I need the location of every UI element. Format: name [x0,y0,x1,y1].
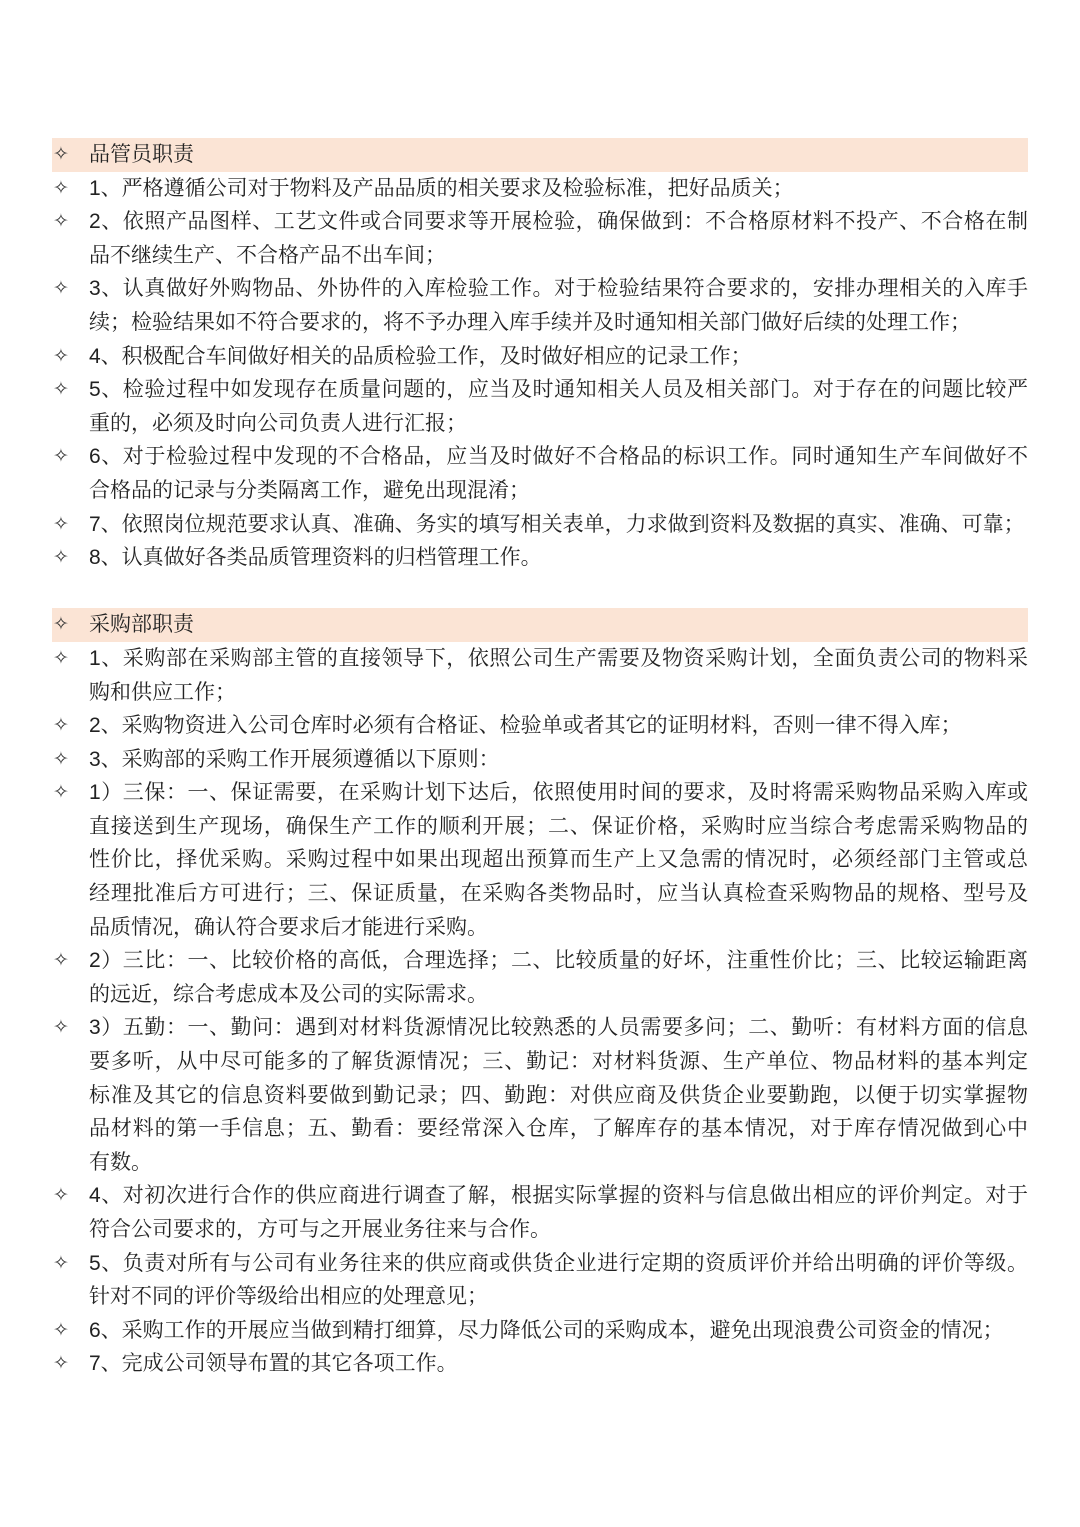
four-pointed-star-icon [52,340,89,374]
text-line: 7、完成公司领导布置的其它各项工作。 [89,1352,458,1376]
section-quality-inspector-duties [52,138,1028,575]
list-item [52,944,1028,1011]
text-line: 4、积极配合车间做好相关的品质检验工作，及时做好相应的记录工作； [89,344,752,368]
heading-text [89,138,1028,172]
text-line: 品质情况，确认符合要求后才能进行采购。 [89,915,488,939]
four-pointed-star-icon [52,172,89,206]
text-line: 品材料的第一手信息；五、勤看：要经常深入仓库，了解库存的基本情况，对于库存情况做到心中 [89,1117,1028,1141]
item-text [89,743,1028,777]
four-pointed-star-icon [52,608,89,642]
text-line: 2）三比：一、比较价格的高低，合理选择；二、比较质量的好坏，注重性价比；三、比较运输距离 [89,949,1028,973]
text-line: 6、采购工作的开展应当做到精打细算，尽力降低公司的采购成本，避免出现浪费公司资金的情况； [89,1318,1004,1342]
list-item [52,373,1028,440]
list-item [52,1179,1028,1246]
four-pointed-star-icon [52,944,89,978]
list-item [52,172,1028,206]
list-item [52,776,1028,944]
list-item [52,272,1028,339]
text-line: 要多听，从中尽可能多的了解货源情况；三、勤记：对材料货源、生产单位、物品材料的基本判定 [89,1050,1028,1074]
text-line: 2、采购物资进入公司仓库时必须有合格证、检验单或者其它的证明材料，否则一律不得入库； [89,714,962,738]
four-pointed-star-icon [52,541,89,575]
item-text [89,508,1028,542]
four-pointed-star-icon [52,1314,89,1348]
four-pointed-star-icon [52,272,89,306]
item-text [89,373,1028,440]
four-pointed-star-icon [52,1247,89,1281]
four-pointed-star-icon [52,508,89,542]
text-line: 直接送到生产现场，确保生产工作的顺利开展；二、保证价格，采购时应当综合考虑需采购物品的 [89,814,1028,838]
item-text [89,1314,1028,1348]
text-line: 有数。 [89,1150,152,1174]
section-heading [52,608,1028,642]
item-text [89,944,1028,1011]
item-text [89,272,1028,339]
text-line: 5、负责对所有与公司有业务往来的供应商或供货企业进行定期的资质评价并给出明确的评价等级。 [89,1251,1028,1275]
text-line: 6、对于检验过程中发现的不合格品，应当及时做好不合格品的标识工作。同时通知生产车间做好不 [89,445,1028,469]
item-text [89,440,1028,507]
text-line: 8、认真做好各类品质管理资料的归档管理工作。 [89,546,542,570]
item-text [89,1011,1028,1179]
section-spacer [52,575,1028,609]
text-line: 5、检验过程中如发现存在质量问题的，应当及时通知相关人员及相关部门。对于存在的问题比较严 [89,378,1028,402]
four-pointed-star-icon [52,205,89,239]
text-line: 1、严格遵循公司对于物料及产品品质的相关要求及检验标准，把好品质关； [89,176,794,200]
text-line: 购和供应工作； [89,680,236,704]
four-pointed-star-icon [52,440,89,474]
text-line: 品不继续生产、不合格产品不出车间； [89,243,446,267]
text-line: 合格品的记录与分类隔离工作，避免出现混淆； [89,478,530,502]
list-item [52,340,1028,374]
text-line: 性价比，择优采购。采购过程中如果出现超出预算而生产上又急需的情况时，必须经部门主管或总 [89,848,1028,872]
list-item [52,1011,1028,1179]
item-text [89,1179,1028,1246]
text-line: 标准及其它的信息资料要做到勤记录；四、勤跑：对供应商及供货企业要勤跑，以便于切实掌握物 [89,1083,1028,1107]
item-text [89,1347,1028,1381]
list-item [52,1347,1028,1381]
list-item [52,1247,1028,1314]
section-title: 采购部职责 [89,613,194,637]
text-line: 2、依照产品图样、工艺文件或合同要求等开展检验，确保做到：不合格原材料不投产、不合格在制 [89,210,1028,234]
item-text [89,205,1028,272]
four-pointed-star-icon [52,138,89,172]
item-text [89,642,1028,709]
list-item [52,743,1028,777]
item-text [89,709,1028,743]
section-purchasing-dept-duties [52,608,1028,1381]
text-line: 3、认真做好外购物品、外协件的入库检验工作。对于检验结果符合要求的，安排办理相关的入库手 [89,277,1028,301]
list-item [52,709,1028,743]
section-heading [52,138,1028,172]
text-line: 3、采购部的采购工作开展须遵循以下原则： [89,747,500,771]
list-item [52,541,1028,575]
item-text [89,541,1028,575]
list-item [52,440,1028,507]
list-item [52,1314,1028,1348]
text-line: 续；检验结果如不符合要求的，将不予办理入库手续并及时通知相关部门做好后续的处理工作； [89,310,971,334]
four-pointed-star-icon [52,776,89,810]
item-text [89,1247,1028,1314]
text-line: 4、对初次进行合作的供应商进行调查了解，根据实际掌握的资料与信息做出相应的评价判定。对于 [89,1184,1028,1208]
document-body [52,138,1028,1381]
text-line: 3）五勤：一、勤问：遇到对材料货源情况比较熟悉的人员需要多问；二、勤听：有材料方面的信息 [89,1016,1028,1040]
heading-text [89,608,1028,642]
item-text [89,172,1028,206]
four-pointed-star-icon [52,1347,89,1381]
text-line: 1、采购部在采购部主管的直接领导下，依照公司生产需要及物资采购计划，全面负责公司的物料采 [89,646,1028,670]
text-line: 7、依照岗位规范要求认真、准确、务实的填写相关表单，力求做到资料及数据的真实、准确、可靠； [89,512,1025,536]
text-line: 经理批准后方可进行；三、保证质量，在采购各类物品时，应当认真检查采购物品的规格、型号及 [89,882,1028,906]
item-text [89,340,1028,374]
text-line: 的远近，综合考虑成本及公司的实际需求。 [89,982,488,1006]
four-pointed-star-icon [52,642,89,676]
text-line: 1）三保：一、保证需要，在采购计划下达后，依照使用时间的要求，及时将需采购物品采购入库或 [89,781,1028,805]
text-line: 符合公司要求的，方可与之开展业务往来与合作。 [89,1218,551,1241]
list-item [52,205,1028,272]
text-line: 针对不同的评价等级给出相应的处理意见； [89,1285,488,1309]
four-pointed-star-icon [52,743,89,777]
list-item [52,508,1028,542]
text-line: 重的，必须及时向公司负责人进行汇报； [89,411,467,435]
four-pointed-star-icon [52,1011,89,1045]
four-pointed-star-icon [52,1179,89,1213]
four-pointed-star-icon [52,373,89,407]
section-title: 品管员职责 [89,143,194,166]
list-item [52,642,1028,709]
item-text [89,776,1028,944]
four-pointed-star-icon [52,709,89,743]
